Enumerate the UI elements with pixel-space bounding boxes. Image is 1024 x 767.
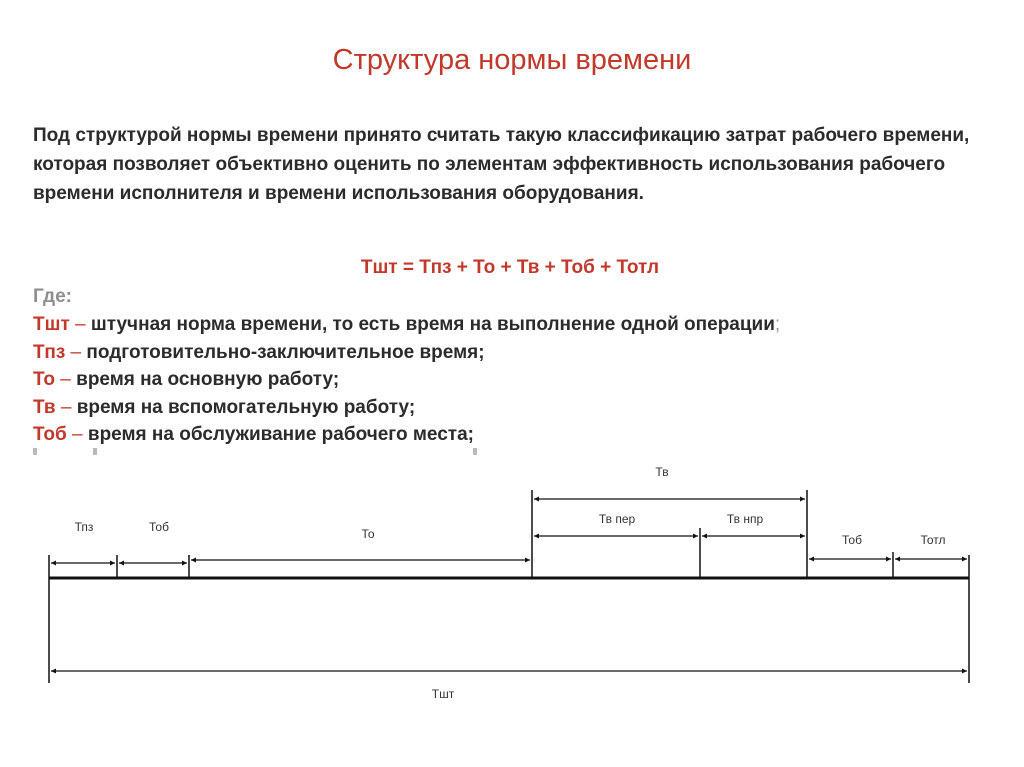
definition-text: время на обслуживание рабочего места; bbox=[87, 424, 474, 445]
definition-symbol: Тпз bbox=[33, 341, 66, 363]
definition-text: штучная норма времени, то есть время на выполнение одной операции bbox=[90, 314, 775, 335]
label-tvper: Тв пер bbox=[598, 512, 636, 526]
definition-separator: – bbox=[65, 341, 87, 363]
label-to: То bbox=[361, 527, 375, 541]
page-title: Структура нормы времени bbox=[332, 44, 692, 76]
definition-symbol: Тшт bbox=[33, 314, 70, 335]
label-tvnpr: Тв нпр bbox=[726, 512, 764, 526]
label-totl: Тотл bbox=[920, 533, 946, 547]
label-tob2: Тоб bbox=[842, 533, 862, 547]
label-tsht: Тшт bbox=[431, 687, 455, 701]
definition-separator: – bbox=[66, 424, 88, 445]
label-tob1: Тоб bbox=[149, 520, 169, 534]
definition-end: ; bbox=[774, 314, 781, 335]
definition-separator: – bbox=[69, 314, 91, 335]
definition-text: время на основную работу; bbox=[76, 369, 340, 390]
intro-paragraph: Под структурой нормы времени принято считать такую классификацию затрат рабочего времени, которая позволяет объективно оценить по элементам эффективность использования рабочего времени исполнителя и времени использования оборудования. bbox=[33, 125, 970, 204]
definition-separator: – bbox=[55, 369, 77, 390]
label-tpz: Тпз bbox=[74, 520, 94, 534]
formula: Тшт = Тпз + То + Тв + Тоб + Тотл bbox=[360, 257, 660, 278]
label-tv: Тв bbox=[655, 465, 669, 479]
definition-text: время на вспомогательную работу; bbox=[76, 396, 416, 418]
where-label: Где: bbox=[33, 286, 73, 307]
definition-symbol: Тв bbox=[33, 396, 56, 418]
definition-separator: – bbox=[55, 396, 77, 418]
definition-text: подготовительно-заключительное время; bbox=[86, 341, 485, 363]
definition-symbol: То bbox=[33, 369, 56, 390]
definition-symbol: Тоб bbox=[33, 424, 67, 445]
